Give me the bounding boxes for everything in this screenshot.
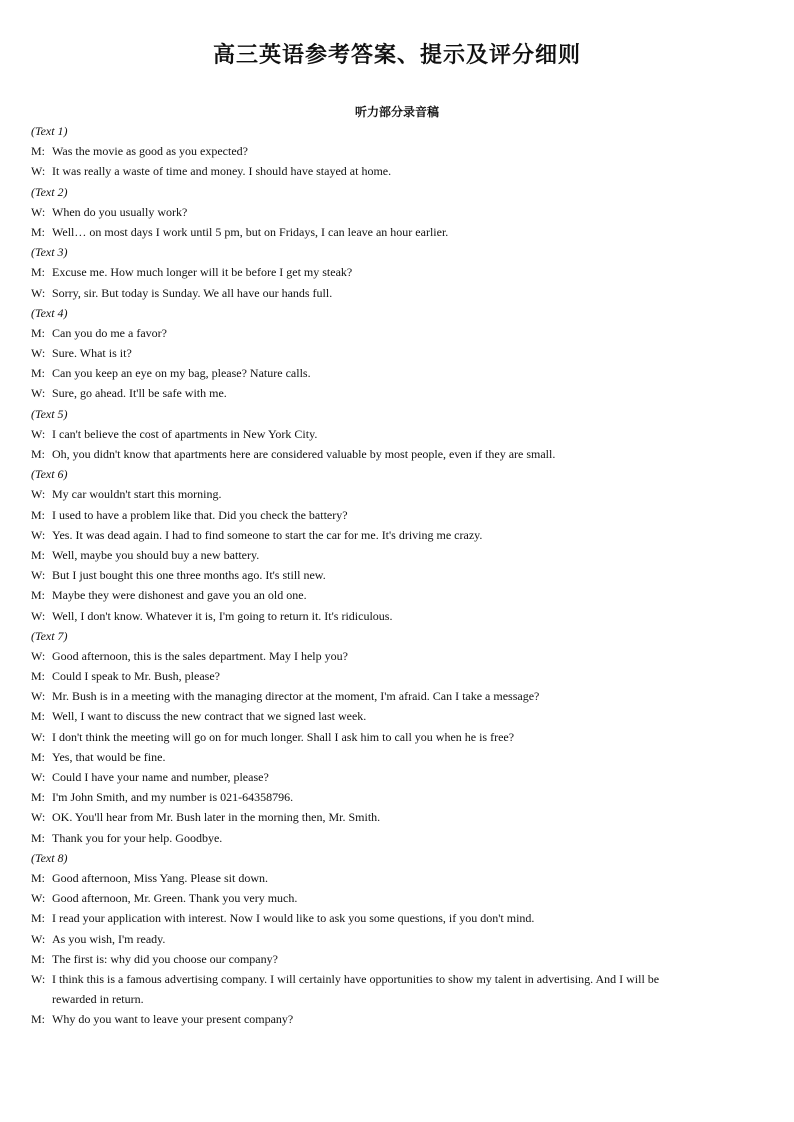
dialogue-line bbox=[31, 666, 771, 686]
dialogue-line bbox=[31, 807, 771, 827]
text-label bbox=[31, 464, 771, 484]
dialogue-line bbox=[31, 727, 771, 747]
speaker-label: M: bbox=[31, 144, 46, 159]
dialogue-line bbox=[31, 1009, 771, 1029]
speaker-label: W: bbox=[31, 527, 46, 542]
dialogue-line bbox=[31, 161, 771, 181]
speaker-label: M: bbox=[31, 911, 46, 926]
dialogue-line bbox=[31, 202, 771, 222]
speaker-label: W: bbox=[31, 689, 46, 704]
line-text: My car wouldn't start this morning. bbox=[52, 487, 222, 502]
speaker-label: M: bbox=[31, 447, 46, 461]
speaker-label: M: bbox=[31, 951, 46, 966]
speaker-label: M: bbox=[31, 830, 46, 845]
speaker-label: W: bbox=[31, 648, 46, 663]
speaker-label: W: bbox=[31, 164, 46, 179]
page-title: 高三英语参考答案、提示及评分细则 bbox=[212, 43, 581, 68]
line-text: When do you usually work? bbox=[52, 204, 188, 219]
dialogue-line bbox=[31, 323, 771, 343]
dialogue-line bbox=[31, 949, 771, 969]
dialogue-line bbox=[31, 363, 771, 383]
dialogue-line bbox=[31, 262, 771, 282]
line-text: (Text 1) bbox=[31, 124, 68, 138]
line-text: Mr. Bush is in a meeting with the managing director at the moment, I'm afraid. Can I take a message? bbox=[52, 689, 540, 704]
dialogue-line bbox=[31, 444, 771, 464]
dialogue-line bbox=[31, 646, 771, 666]
line-text: I think this is a famous advertising company. I will certainly have opportunities to show my talent in advertising. And I will be bbox=[52, 971, 660, 986]
line-text: Good afternoon, Miss Yang. Please sit down. bbox=[52, 870, 268, 885]
dialogue-line bbox=[31, 888, 771, 908]
speaker-label: M: bbox=[31, 547, 46, 562]
line-text: I'm John Smith, and my number is 021-64358796. bbox=[52, 790, 294, 805]
line-text: Sure. What is it? bbox=[52, 346, 132, 361]
text-label bbox=[31, 626, 771, 646]
line-text: Why do you want to leave your present company? bbox=[52, 1012, 294, 1027]
speaker-label: M: bbox=[31, 507, 46, 522]
speaker-label: M: bbox=[31, 265, 46, 280]
line-text: Excuse me. How much longer will it be before I get my steak? bbox=[52, 265, 353, 280]
speaker-label: W: bbox=[31, 608, 46, 623]
dialogue-line bbox=[31, 222, 771, 242]
line-text: Oh, you didn't know that apartments here are considered valuable by most people, even if they are small. bbox=[52, 447, 556, 461]
line-text: Sure, go ahead. It'll be safe with me. bbox=[52, 386, 227, 401]
line-text: Well, I want to discuss the new contract that we signed last week. bbox=[52, 709, 367, 724]
line-text: Could I have your name and number, please? bbox=[52, 770, 269, 784]
text-label bbox=[31, 848, 771, 868]
speaker-label: M: bbox=[31, 224, 46, 239]
dialogue-line bbox=[31, 969, 771, 989]
text-label bbox=[31, 404, 771, 424]
speaker-label: W: bbox=[31, 204, 46, 219]
speaker-label: W: bbox=[31, 386, 46, 401]
line-text: Yes. It was dead again. I had to find someone to start the car for me. It's driving me crazy. bbox=[52, 527, 483, 542]
line-text: Could I speak to Mr. Bush, please? bbox=[52, 669, 220, 684]
dialogue-line bbox=[31, 343, 771, 363]
line-text: But I just bought this one three months ago. It's still new. bbox=[52, 568, 326, 583]
dialogue-line bbox=[31, 525, 771, 545]
dialogue-line bbox=[31, 767, 771, 787]
dialogue-line bbox=[31, 929, 771, 949]
speaker-label: W: bbox=[31, 931, 46, 946]
speaker-label: W: bbox=[31, 487, 46, 502]
line-text: rewarded in return. bbox=[52, 992, 144, 1007]
line-text: Well… on most days I work until 5 pm, but on Fridays, I can leave an hour earlier. bbox=[52, 224, 449, 239]
speaker-label: M: bbox=[31, 1012, 46, 1027]
text-label bbox=[31, 182, 771, 202]
line-text: Yes, that would be fine. bbox=[52, 749, 166, 764]
speaker-label: M: bbox=[31, 669, 46, 684]
speaker-label: M: bbox=[31, 749, 46, 764]
dialogue-line bbox=[31, 585, 771, 605]
line-text: (Text 6) bbox=[31, 467, 68, 482]
speaker-label: M: bbox=[31, 709, 46, 724]
line-text: As you wish, I'm ready. bbox=[52, 931, 166, 946]
line-text: Can you do me a favor? bbox=[52, 325, 167, 340]
line-text: Good afternoon, Mr. Green. Thank you very much. bbox=[52, 891, 298, 906]
speaker-label: W: bbox=[31, 810, 46, 825]
line-text: I used to have a problem like that. Did you check the battery? bbox=[52, 507, 348, 522]
line-text: Thank you for your help. Goodbye. bbox=[52, 830, 223, 845]
dialogue-line bbox=[31, 484, 771, 504]
dialogue-line bbox=[31, 545, 771, 565]
speaker-label: M: bbox=[31, 366, 46, 381]
line-text: Good afternoon, this is the sales department. May I help you? bbox=[52, 648, 348, 663]
dialogue-line bbox=[31, 606, 771, 626]
line-text: (Text 3) bbox=[31, 245, 68, 260]
speaker-label: W: bbox=[31, 891, 46, 906]
line-text: (Text 4) bbox=[31, 305, 68, 320]
line-text: Sorry, sir. But today is Sunday. We all have our hands full. bbox=[52, 285, 333, 300]
speaker-label: W: bbox=[31, 346, 46, 361]
line-text: Well, I don't know. Whatever it is, I'm going to return it. It's ridiculous. bbox=[52, 608, 393, 623]
line-text: I read your application with interest. Now I would like to ask you some questions, if you don't mind. bbox=[52, 911, 535, 926]
dialogue-line bbox=[31, 424, 771, 444]
transcript bbox=[31, 121, 771, 1029]
dialogue-line bbox=[31, 565, 771, 585]
dialogue-line bbox=[31, 747, 771, 767]
speaker-label: W: bbox=[31, 568, 46, 583]
speaker-label: M: bbox=[31, 790, 46, 805]
line-text: (Text 2) bbox=[31, 184, 68, 199]
dialogue-line bbox=[31, 383, 771, 403]
speaker-label: M: bbox=[31, 588, 46, 603]
text-label bbox=[31, 303, 771, 323]
dialogue-line bbox=[31, 828, 771, 848]
line-text: Was the movie as good as you expected? bbox=[52, 144, 248, 159]
dialogue-line bbox=[31, 868, 771, 888]
dialogue-line bbox=[31, 686, 771, 706]
speaker-label: W: bbox=[31, 285, 46, 300]
line-text: (Text 5) bbox=[31, 406, 68, 421]
section-title: 听力部分录音稿 bbox=[354, 105, 439, 119]
dialogue-line bbox=[31, 908, 771, 928]
line-text: I don't think the meeting will go on for much longer. Shall I ask him to call you when he is free? bbox=[52, 729, 515, 744]
text-label bbox=[31, 242, 771, 262]
text-label bbox=[31, 121, 771, 141]
dialogue-line bbox=[31, 283, 771, 303]
speaker-label: M: bbox=[31, 325, 46, 340]
speaker-label: M: bbox=[31, 870, 46, 885]
line-text: I can't believe the cost of apartments in New York City. bbox=[52, 426, 318, 441]
line-text: The first is: why did you choose our company? bbox=[52, 951, 278, 966]
line-text: It was really a waste of time and money. I should have stayed at home. bbox=[52, 164, 392, 179]
line-text: (Text 7) bbox=[31, 628, 68, 643]
speaker-label: W: bbox=[31, 770, 46, 784]
speaker-label: W: bbox=[31, 729, 46, 744]
speaker-label: W: bbox=[31, 426, 46, 441]
dialogue-line-continuation bbox=[31, 989, 771, 1009]
line-text: OK. You'll hear from Mr. Bush later in the morning then, Mr. Smith. bbox=[52, 810, 381, 825]
dialogue-line bbox=[31, 706, 771, 726]
line-text: Well, maybe you should buy a new battery. bbox=[52, 547, 260, 562]
dialogue-line bbox=[31, 787, 771, 807]
line-text: Can you keep an eye on my bag, please? Nature calls. bbox=[52, 366, 311, 381]
line-text: (Text 8) bbox=[31, 850, 68, 865]
line-text: Maybe they were dishonest and gave you an old one. bbox=[52, 588, 307, 603]
dialogue-line bbox=[31, 505, 771, 525]
dialogue-line bbox=[31, 141, 771, 161]
speaker-label: W: bbox=[31, 971, 46, 986]
